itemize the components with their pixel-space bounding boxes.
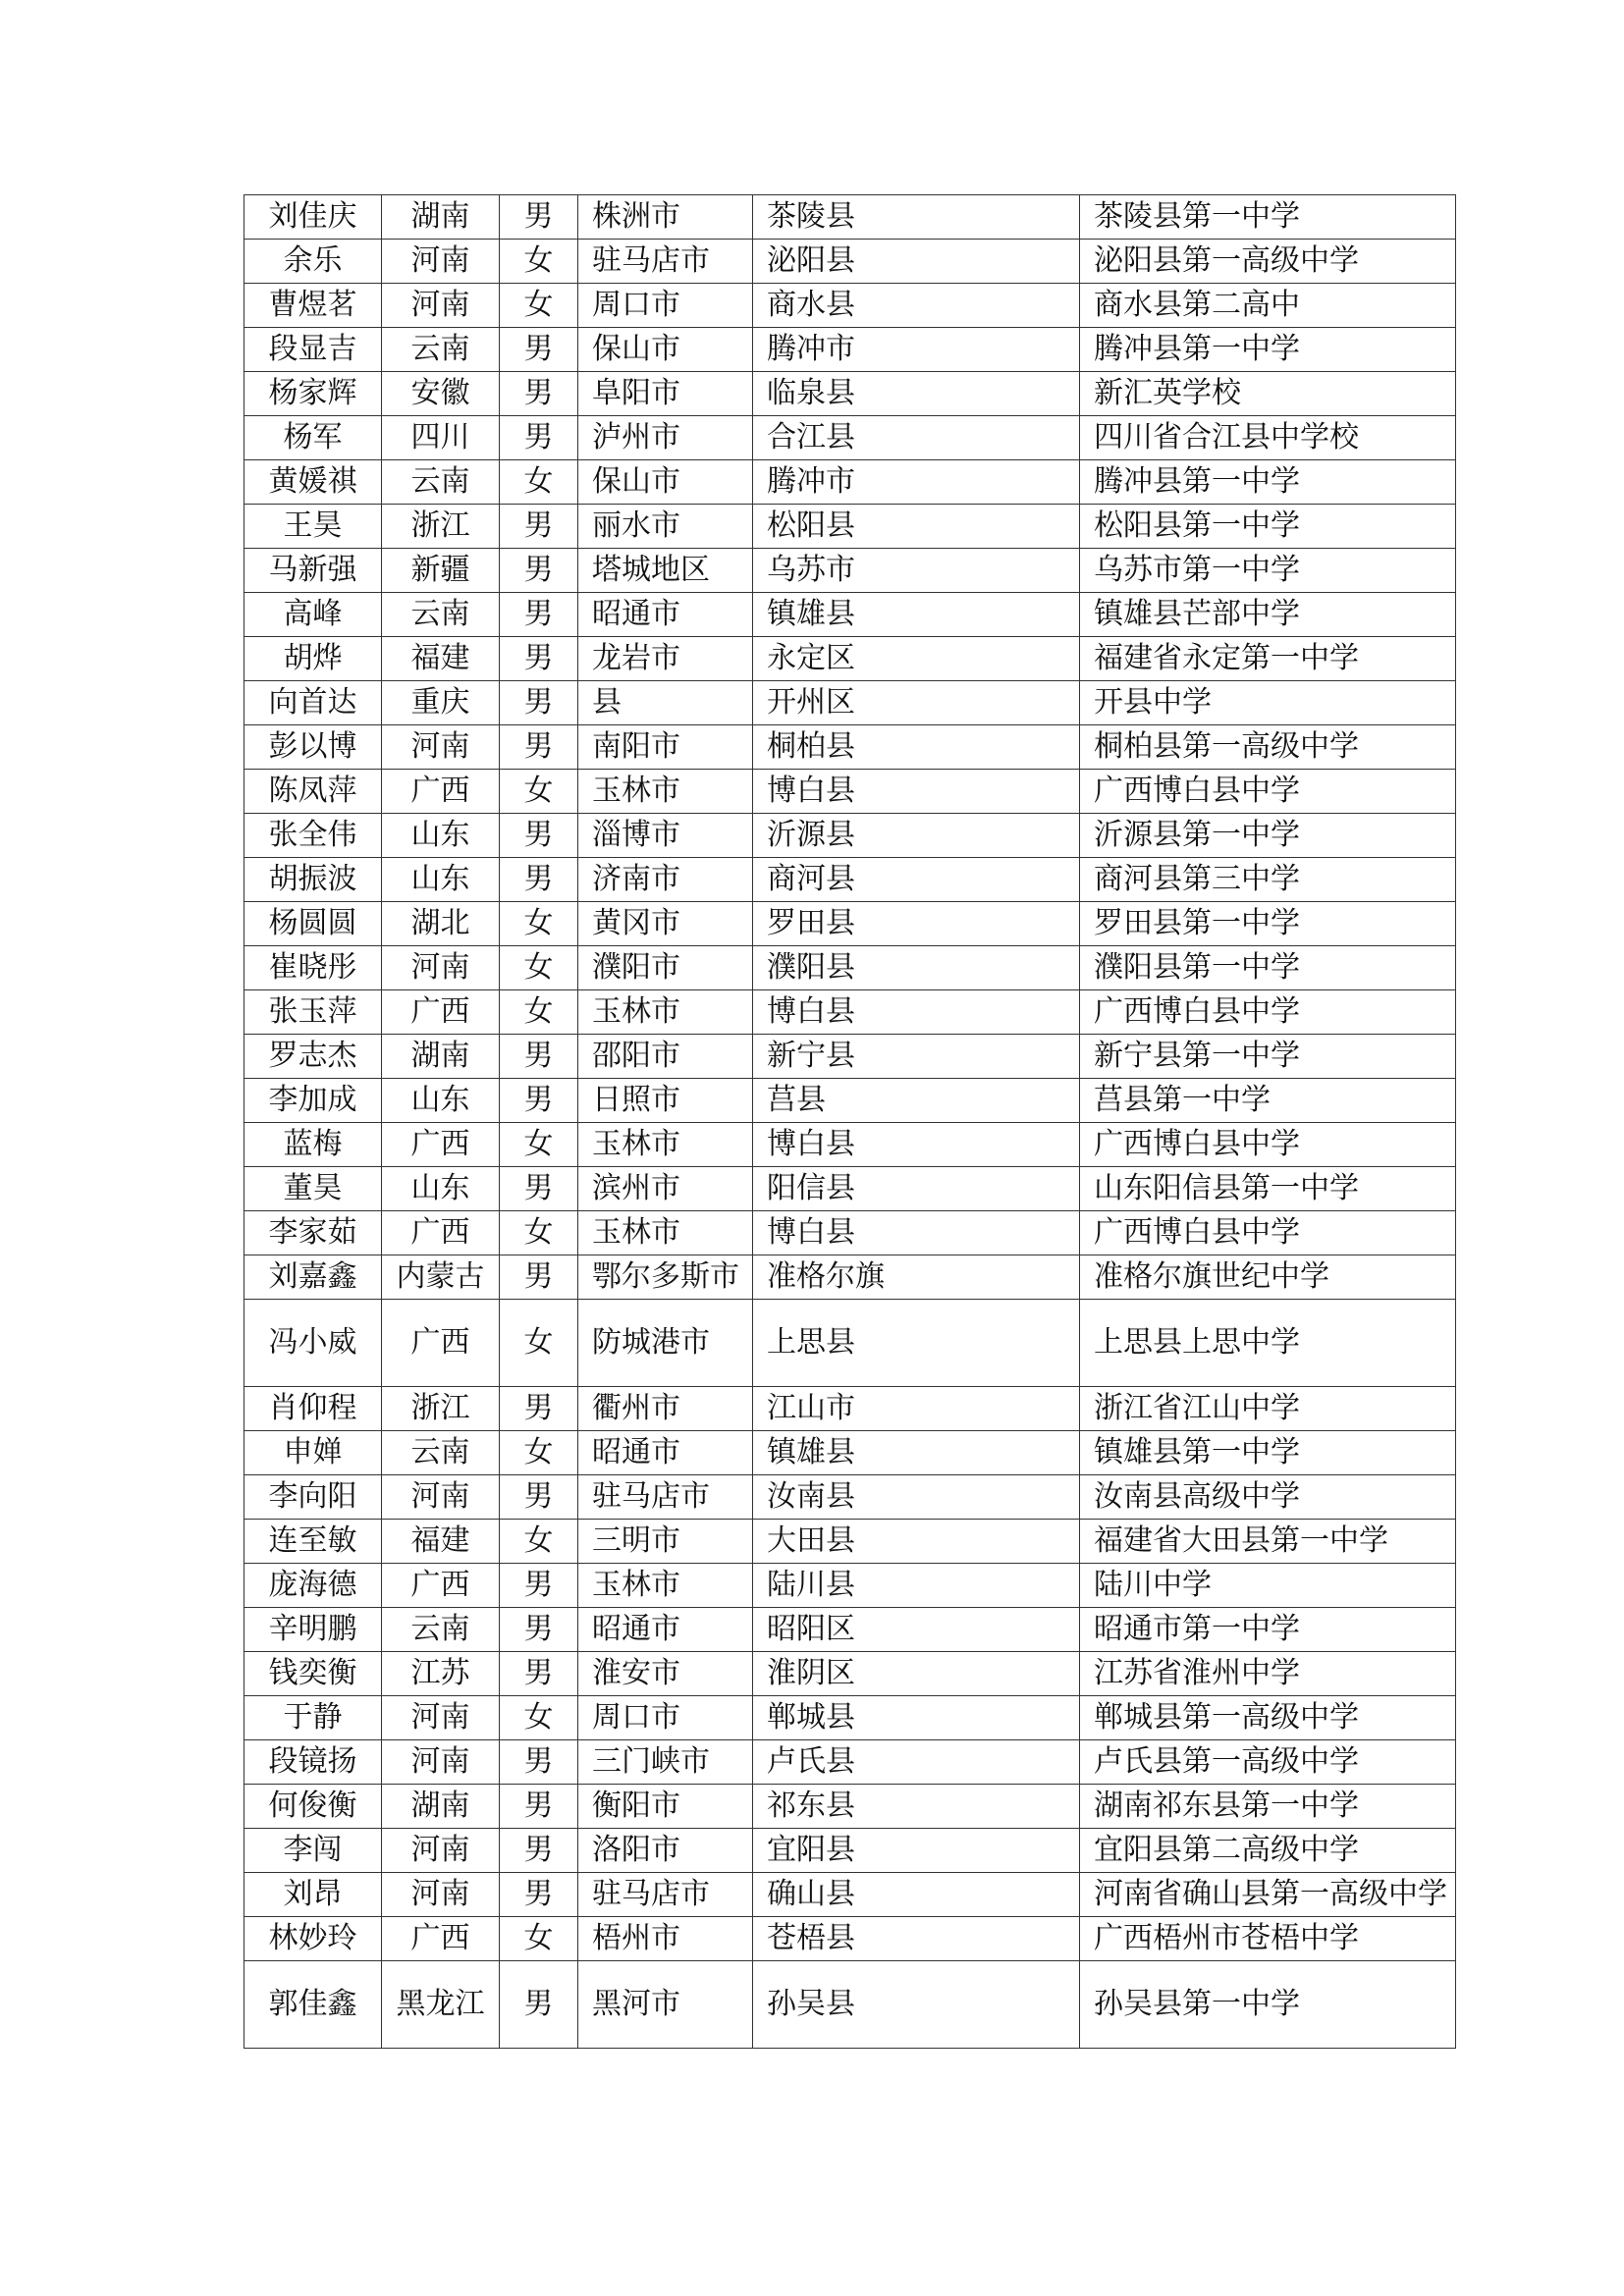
name-cell: 连至敏 [244,1520,382,1564]
county-cell: 准格尔旗 [753,1255,1080,1300]
school-cell: 新宁县第一中学 [1080,1035,1456,1079]
table-row [244,1079,1456,1123]
gender-cell: 男 [500,1255,578,1300]
county-cell: 腾冲市 [753,460,1080,505]
school-cell: 开县中学 [1080,681,1456,725]
table-row [244,1652,1456,1696]
province-cell: 云南 [382,460,500,505]
school-cell: 广西博白县中学 [1080,770,1456,814]
name-cell: 钱奕衡 [244,1652,382,1696]
city-cell: 衢州市 [578,1387,753,1431]
gender-cell: 男 [500,1035,578,1079]
gender-cell: 女 [500,1520,578,1564]
school-cell: 山东阳信县第一中学 [1080,1167,1456,1211]
school-cell: 广西博白县中学 [1080,1123,1456,1167]
province-cell: 湖南 [382,1785,500,1829]
county-cell: 镇雄县 [753,593,1080,637]
name-cell: 刘佳庆 [244,195,382,240]
province-cell: 黑龙江 [382,1961,500,2049]
province-cell: 重庆 [382,681,500,725]
table-row [244,1785,1456,1829]
county-cell: 乌苏市 [753,549,1080,593]
table-row [244,1564,1456,1608]
school-cell: 浙江省江山中学 [1080,1387,1456,1431]
table-row [244,416,1456,460]
table-row [244,990,1456,1035]
city-cell: 玉林市 [578,770,753,814]
school-cell: 商水县第二高中 [1080,284,1456,328]
name-cell: 崔晓彤 [244,946,382,990]
gender-cell: 男 [500,416,578,460]
county-cell: 商河县 [753,858,1080,902]
county-cell: 宜阳县 [753,1829,1080,1873]
name-cell: 彭以博 [244,725,382,770]
county-cell: 桐柏县 [753,725,1080,770]
gender-cell: 男 [500,1652,578,1696]
city-cell: 滨州市 [578,1167,753,1211]
table-row [244,1167,1456,1211]
table-row [244,1608,1456,1652]
province-cell: 福建 [382,1520,500,1564]
province-cell: 云南 [382,593,500,637]
province-cell: 湖北 [382,902,500,946]
school-cell: 濮阳县第一中学 [1080,946,1456,990]
province-cell: 湖南 [382,195,500,240]
name-cell: 段显吉 [244,328,382,372]
county-cell: 新宁县 [753,1035,1080,1079]
gender-cell: 女 [500,770,578,814]
city-cell: 鄂尔多斯市 [578,1255,753,1300]
school-cell: 陆川中学 [1080,1564,1456,1608]
county-cell: 大田县 [753,1520,1080,1564]
county-cell: 茶陵县 [753,195,1080,240]
county-cell: 孙吴县 [753,1961,1080,2049]
table-row [244,549,1456,593]
county-cell: 镇雄县 [753,1431,1080,1475]
city-cell: 防城港市 [578,1300,753,1387]
school-cell: 宜阳县第二高级中学 [1080,1829,1456,1873]
gender-cell: 女 [500,1696,578,1740]
school-cell: 商河县第三中学 [1080,858,1456,902]
province-cell: 浙江 [382,505,500,549]
city-cell: 玉林市 [578,1123,753,1167]
city-cell: 黄冈市 [578,902,753,946]
school-cell: 镇雄县第一中学 [1080,1431,1456,1475]
gender-cell: 男 [500,1608,578,1652]
county-cell: 腾冲市 [753,328,1080,372]
name-cell: 胡振波 [244,858,382,902]
province-cell: 云南 [382,1608,500,1652]
city-cell: 龙岩市 [578,637,753,681]
school-cell: 沂源县第一中学 [1080,814,1456,858]
province-cell: 福建 [382,637,500,681]
table-row [244,1873,1456,1917]
county-cell: 江山市 [753,1387,1080,1431]
gender-cell: 男 [500,858,578,902]
name-cell: 董昊 [244,1167,382,1211]
name-cell: 郭佳鑫 [244,1961,382,2049]
name-cell: 李家茹 [244,1211,382,1255]
city-cell: 周口市 [578,284,753,328]
table-row [244,284,1456,328]
city-cell: 驻马店市 [578,1873,753,1917]
province-cell: 广西 [382,1123,500,1167]
gender-cell: 男 [500,372,578,416]
city-cell: 梧州市 [578,1917,753,1961]
city-cell: 玉林市 [578,1564,753,1608]
school-cell: 福建省大田县第一中学 [1080,1520,1456,1564]
county-cell: 濮阳县 [753,946,1080,990]
city-cell: 周口市 [578,1696,753,1740]
gender-cell: 男 [500,1829,578,1873]
school-cell: 江苏省淮州中学 [1080,1652,1456,1696]
name-cell: 刘昂 [244,1873,382,1917]
table-row [244,1696,1456,1740]
name-cell: 肖仰程 [244,1387,382,1431]
gender-cell: 女 [500,240,578,284]
gender-cell: 男 [500,1387,578,1431]
gender-cell: 女 [500,990,578,1035]
table-row [244,1123,1456,1167]
city-cell: 株洲市 [578,195,753,240]
name-cell: 胡烨 [244,637,382,681]
province-cell: 广西 [382,1211,500,1255]
city-cell: 三门峡市 [578,1740,753,1785]
school-cell: 广西博白县中学 [1080,990,1456,1035]
gender-cell: 男 [500,1873,578,1917]
county-cell: 淮阴区 [753,1652,1080,1696]
county-cell: 昭阳区 [753,1608,1080,1652]
gender-cell: 男 [500,328,578,372]
name-cell: 张全伟 [244,814,382,858]
school-cell: 广西博白县中学 [1080,1211,1456,1255]
school-cell: 腾冲县第一中学 [1080,460,1456,505]
name-cell: 李加成 [244,1079,382,1123]
gender-cell: 男 [500,1740,578,1785]
province-cell: 广西 [382,1564,500,1608]
school-cell: 茶陵县第一中学 [1080,195,1456,240]
gender-cell: 男 [500,814,578,858]
city-cell: 丽水市 [578,505,753,549]
name-cell: 曹煜茗 [244,284,382,328]
gender-cell: 女 [500,946,578,990]
city-cell: 昭通市 [578,1431,753,1475]
county-cell: 松阳县 [753,505,1080,549]
city-cell: 玉林市 [578,990,753,1035]
table-row [244,1475,1456,1520]
city-cell: 淮安市 [578,1652,753,1696]
city-cell: 黑河市 [578,1961,753,2049]
gender-cell: 女 [500,902,578,946]
province-cell: 广西 [382,990,500,1035]
county-cell: 博白县 [753,770,1080,814]
name-cell: 庞海德 [244,1564,382,1608]
city-cell: 昭通市 [578,1608,753,1652]
table-row [244,593,1456,637]
gender-cell: 男 [500,725,578,770]
table-row [244,328,1456,372]
city-cell: 塔城地区 [578,549,753,593]
table-row [244,372,1456,416]
school-cell: 汝南县高级中学 [1080,1475,1456,1520]
county-cell: 确山县 [753,1873,1080,1917]
province-cell: 云南 [382,1431,500,1475]
school-cell: 莒县第一中学 [1080,1079,1456,1123]
county-cell: 祁东县 [753,1785,1080,1829]
school-cell: 昭通市第一中学 [1080,1608,1456,1652]
city-cell: 洛阳市 [578,1829,753,1873]
name-cell: 冯小威 [244,1300,382,1387]
city-cell: 三明市 [578,1520,753,1564]
city-cell: 昭通市 [578,593,753,637]
name-cell: 向首达 [244,681,382,725]
province-cell: 安徽 [382,372,500,416]
city-cell: 保山市 [578,328,753,372]
county-cell: 永定区 [753,637,1080,681]
name-cell: 杨军 [244,416,382,460]
school-cell: 泌阳县第一高级中学 [1080,240,1456,284]
gender-cell: 男 [500,549,578,593]
province-cell: 湖南 [382,1035,500,1079]
province-cell: 广西 [382,1917,500,1961]
table-row [244,725,1456,770]
table-row [244,1917,1456,1961]
name-cell: 林妙玲 [244,1917,382,1961]
province-cell: 山东 [382,858,500,902]
school-cell: 湖南祁东县第一中学 [1080,1785,1456,1829]
province-cell: 广西 [382,770,500,814]
name-cell: 何俊衡 [244,1785,382,1829]
gender-cell: 女 [500,1123,578,1167]
name-cell: 段镜扬 [244,1740,382,1785]
province-cell: 河南 [382,284,500,328]
county-cell: 沂源县 [753,814,1080,858]
school-cell: 孙吴县第一中学 [1080,1961,1456,2049]
province-cell: 山东 [382,1079,500,1123]
school-cell: 广西梧州市苍梧中学 [1080,1917,1456,1961]
name-cell: 陈凤萍 [244,770,382,814]
gender-cell: 男 [500,505,578,549]
province-cell: 云南 [382,328,500,372]
name-cell: 杨圆圆 [244,902,382,946]
table-row [244,1829,1456,1873]
city-cell: 邵阳市 [578,1035,753,1079]
name-cell: 杨家辉 [244,372,382,416]
school-cell: 镇雄县芒部中学 [1080,593,1456,637]
county-cell: 博白县 [753,1123,1080,1167]
gender-cell: 男 [500,681,578,725]
county-cell: 汝南县 [753,1475,1080,1520]
county-cell: 临泉县 [753,372,1080,416]
province-cell: 河南 [382,240,500,284]
school-cell: 准格尔旗世纪中学 [1080,1255,1456,1300]
city-cell: 济南市 [578,858,753,902]
table-row [244,460,1456,505]
school-cell: 四川省合江县中学校 [1080,416,1456,460]
province-cell: 河南 [382,1873,500,1917]
gender-cell: 女 [500,460,578,505]
city-cell: 驻马店市 [578,1475,753,1520]
city-cell: 驻马店市 [578,240,753,284]
gender-cell: 女 [500,1211,578,1255]
table-row [244,1431,1456,1475]
province-cell: 山东 [382,1167,500,1211]
gender-cell: 男 [500,1475,578,1520]
table-row [244,1520,1456,1564]
city-cell: 泸州市 [578,416,753,460]
name-cell: 黄媛祺 [244,460,382,505]
table-row [244,1035,1456,1079]
city-cell: 衡阳市 [578,1785,753,1829]
county-cell: 郸城县 [753,1696,1080,1740]
gender-cell: 男 [500,1564,578,1608]
gender-cell: 男 [500,1961,578,2049]
school-cell: 河南省确山县第一高级中学 [1080,1873,1456,1917]
school-cell: 罗田县第一中学 [1080,902,1456,946]
province-cell: 河南 [382,1740,500,1785]
province-cell: 山东 [382,814,500,858]
county-cell: 泌阳县 [753,240,1080,284]
city-cell: 阜阳市 [578,372,753,416]
student-table [244,194,1456,2049]
city-cell: 淄博市 [578,814,753,858]
province-cell: 江苏 [382,1652,500,1696]
name-cell: 于静 [244,1696,382,1740]
gender-cell: 男 [500,637,578,681]
city-cell: 县 [578,681,753,725]
gender-cell: 男 [500,195,578,240]
province-cell: 新疆 [382,549,500,593]
province-cell: 河南 [382,725,500,770]
county-cell: 合江县 [753,416,1080,460]
name-cell: 罗志杰 [244,1035,382,1079]
gender-cell: 女 [500,284,578,328]
province-cell: 四川 [382,416,500,460]
name-cell: 刘嘉鑫 [244,1255,382,1300]
name-cell: 余乐 [244,240,382,284]
school-cell: 卢氏县第一高级中学 [1080,1740,1456,1785]
province-cell: 河南 [382,946,500,990]
county-cell: 上思县 [753,1300,1080,1387]
table-row [244,195,1456,240]
table-row [244,814,1456,858]
table-row [244,1387,1456,1431]
city-cell: 保山市 [578,460,753,505]
county-cell: 罗田县 [753,902,1080,946]
name-cell: 张玉萍 [244,990,382,1035]
province-cell: 河南 [382,1829,500,1873]
province-cell: 河南 [382,1475,500,1520]
gender-cell: 男 [500,593,578,637]
school-cell: 松阳县第一中学 [1080,505,1456,549]
county-cell: 苍梧县 [753,1917,1080,1961]
table-row [244,505,1456,549]
name-cell: 李闯 [244,1829,382,1873]
gender-cell: 男 [500,1167,578,1211]
school-cell: 新汇英学校 [1080,372,1456,416]
name-cell: 李向阳 [244,1475,382,1520]
county-cell: 博白县 [753,1211,1080,1255]
county-cell: 博白县 [753,990,1080,1035]
name-cell: 申婵 [244,1431,382,1475]
gender-cell: 女 [500,1431,578,1475]
name-cell: 高峰 [244,593,382,637]
county-cell: 阳信县 [753,1167,1080,1211]
table-row [244,681,1456,725]
province-cell: 广西 [382,1300,500,1387]
name-cell: 王昊 [244,505,382,549]
table-row [244,902,1456,946]
table-row [244,1211,1456,1255]
gender-cell: 女 [500,1300,578,1387]
table-row [244,858,1456,902]
gender-cell: 男 [500,1079,578,1123]
table-row [244,637,1456,681]
school-cell: 福建省永定第一中学 [1080,637,1456,681]
school-cell: 郸城县第一高级中学 [1080,1696,1456,1740]
table-row [244,946,1456,990]
province-cell: 内蒙古 [382,1255,500,1300]
county-cell: 莒县 [753,1079,1080,1123]
table-row [244,240,1456,284]
county-cell: 商水县 [753,284,1080,328]
name-cell: 蓝梅 [244,1123,382,1167]
gender-cell: 男 [500,1785,578,1829]
county-cell: 陆川县 [753,1564,1080,1608]
table-row [244,1961,1456,2049]
table-body [244,195,1456,2049]
county-cell: 开州区 [753,681,1080,725]
province-cell: 河南 [382,1696,500,1740]
school-cell: 腾冲县第一中学 [1080,328,1456,372]
table-row [244,1255,1456,1300]
school-cell: 乌苏市第一中学 [1080,549,1456,593]
table-row [244,1300,1456,1387]
name-cell: 辛明鹏 [244,1608,382,1652]
table-row [244,1740,1456,1785]
table-row [244,770,1456,814]
gender-cell: 女 [500,1917,578,1961]
city-cell: 日照市 [578,1079,753,1123]
name-cell: 马新强 [244,549,382,593]
province-cell: 浙江 [382,1387,500,1431]
city-cell: 南阳市 [578,725,753,770]
school-cell: 桐柏县第一高级中学 [1080,725,1456,770]
county-cell: 卢氏县 [753,1740,1080,1785]
city-cell: 濮阳市 [578,946,753,990]
school-cell: 上思县上思中学 [1080,1300,1456,1387]
city-cell: 玉林市 [578,1211,753,1255]
